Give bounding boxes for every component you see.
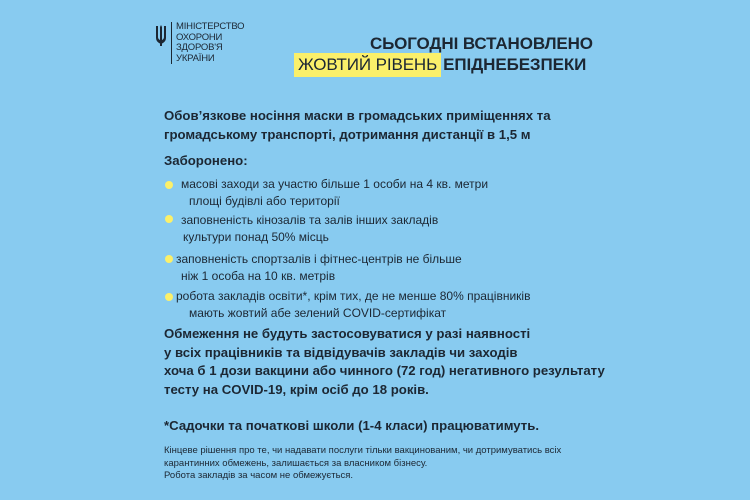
logo-divider [171,22,172,64]
intro-line: громадському транспорті, дотримання дистанції в 1,5 м [164,127,531,142]
schools-note: *Садочки та початкові школи (1-4 класи) працюватимуть. [164,418,540,433]
headline-line2-rest: ЕПІДНЕБЕЗПЕКИ [443,55,587,74]
banned-title: Заборонено: [164,153,248,168]
restriction-line: хоча б 1 дози вакцини або чинного (72 год) негативного результату [164,363,605,378]
restriction-line: у всіх працівників та відвідувачів закладів чи заходів [164,344,518,360]
footnote-line: карантинних обмежень, залишається за власником бізнесу. [164,457,428,469]
restriction-line: Обмеження не будуть застосовуватися у разі наявності [164,326,531,341]
restriction-line: тесту на COVID-19, крім осіб до 18 років. [164,381,429,397]
bullet-dot-icon [165,255,173,263]
trident-icon [155,24,167,46]
yellow-level-highlight: ЖОВТИЙ РІВЕНЬ [294,53,441,77]
list-item-line: ніж 1 особа на 10 кв. метрів [181,268,336,283]
list-item-line: заповненість кінозалів та залів інших закладів [181,213,439,227]
bullet-dot-icon [165,215,173,223]
bullet-dot-icon [165,293,173,301]
logo-line: ОХОРОНИ [176,31,223,43]
list-item-line: культури понад 50% місць [183,229,329,244]
list-item [181,212,438,245]
intro-line: Обов’язкове носіння маски в громадських приміщеннях та [164,108,551,123]
list-item-line: мають жовтий абе зелений COVID-сертифікат [189,305,447,320]
headline-line2 [294,55,586,75]
logo-line: МІНІСТЕРСТВО [176,21,245,32]
footnote-line: Кінцеве рішення про те, чи надавати послуги тільки вакцинованим, чи дотримуватись всіх [164,445,562,456]
bullet-dot-icon [165,181,173,189]
list-item-line: площі будівлі або території [189,193,340,208]
mask-requirement [164,106,551,144]
list-item [176,288,530,321]
list-item [181,176,488,209]
restriction-exemption [164,325,605,399]
list-item-line: масові заходи за участю більше 1 особи на 4 кв. метри [181,177,489,191]
logo-line: ЗДОРОВ'Я [176,42,223,53]
logo-text [176,22,244,64]
footnote [164,445,561,483]
ministry-logo [155,22,244,64]
footnote-line: Робота закладів за часом не обмежується. [164,470,354,481]
headline-line1: СЬОГОДНІ ВСТАНОВЛЕНО [370,34,593,53]
logo-line: УКРАЇНИ [176,52,215,64]
list-item [176,251,462,284]
list-item-line: робота закладів освіти*, крім тих, де не менше 80% працівників [176,289,531,303]
list-item-line: заповненість спортзалів і фітнес-центрів не більше [176,252,462,266]
